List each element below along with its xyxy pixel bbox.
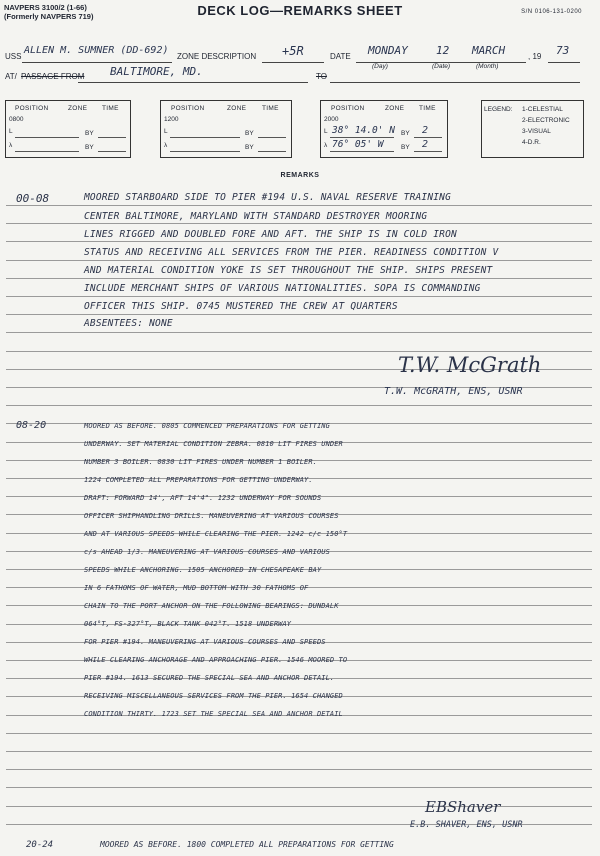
log-line: c/s AHEAD 1/3. MANEUVERING AT VARIOUS COURSES AND VARIOUS [84, 548, 330, 556]
latitude-value[interactable]: 38° 14.0' N [332, 125, 395, 136]
remarks-title: REMARKS [280, 172, 320, 179]
year-prefix: , 19 [528, 52, 542, 61]
date-caption: (Date) [432, 63, 451, 70]
log-line: OFFICER SHIPHANDLING DRILLS. MANEUVERING AT VARIOUS COURSES [84, 512, 339, 520]
log-line: AND MATERIAL CONDITION YOKE IS SET THROUGHOUT THE SHIP. SHIPS PRESENT [84, 265, 493, 276]
stock-number: S/N 0106-131-0200 [521, 9, 582, 15]
date-label: DATE [330, 52, 351, 61]
signer-shaver: E.B. SHAVER, ENS, USNR [410, 820, 523, 830]
log-line: WHILE CLEARING ANCHORAGE AND APPROACHING PIER. 1546 MOORED TO [84, 656, 348, 664]
legend-title: LEGEND: [484, 106, 513, 113]
page-title: DECK LOG—REMARKS SHEET [197, 3, 403, 18]
position-box-2000: POSITION ZONE TIME 2000 L 38° 14.0' N BY 2 λ 76° 05' W BY 2 [320, 100, 448, 158]
ruled-line [6, 787, 592, 788]
by-label: BY [85, 144, 94, 151]
watch-label-00-08: 00-08 [16, 192, 50, 205]
zone-header: ZONE [68, 105, 88, 112]
location-field[interactable]: BALTIMORE, MD. [110, 65, 203, 78]
log-line: MOORED STARBOARD SIDE TO PIER #194 U.S. NAVAL RESERVE TRAINING [84, 192, 452, 203]
zone-header: ZONE [227, 105, 247, 112]
day-caption: (Day) [372, 63, 388, 70]
legend-item: 3-VISUAL [522, 128, 551, 135]
zone-header: ZONE [385, 105, 405, 112]
ruled-line [6, 806, 592, 807]
position-header: POSITION [15, 105, 49, 112]
year-field[interactable]: 73 [556, 44, 570, 57]
ruled-line [6, 332, 592, 333]
ruled-line [6, 278, 592, 279]
zone-description-field[interactable]: +5R [282, 44, 304, 58]
log-line: PIER #194. 1613 SECURED THE SPECIAL SEA AND ANCHOR DETAIL. [84, 674, 335, 682]
log-line: UNDERWAY. SET MATERIAL CONDITION ZEBRA. 0810 LIT FIRES UNDER [84, 440, 343, 448]
time-header: TIME [419, 105, 436, 112]
time-value: 2000 [324, 116, 339, 123]
ruled-line [6, 296, 592, 297]
log-line: OFFICER THIS SHIP. 0745 MUSTERED THE CREW AT QUARTERS [84, 301, 398, 312]
position-header: POSITION [331, 105, 365, 112]
date-field[interactable]: 12 [436, 44, 450, 57]
log-line: NUMBER 3 BOILER. 0830 LIT FIRES UNDER NUMBER 1 BOILER. [84, 458, 317, 466]
watch-label-08-20: 08-20 [16, 420, 47, 431]
ruled-line [6, 351, 592, 352]
log-line: AND AT VARIOUS SPEEDS WHILE CLEARING THE PIER. 1242 c/c 150°T [84, 530, 348, 538]
signature-mcgrath: T.W. McGrath [398, 353, 542, 377]
position-header: POSITION [171, 105, 205, 112]
legend-box [481, 100, 584, 158]
longitude-by-value[interactable]: 2 [422, 139, 429, 150]
passage-from-label: PASSAGE FROM [21, 72, 85, 81]
by-label: BY [85, 130, 94, 137]
log-line: STATUS AND RECEIVING ALL SERVICES FROM THE PIER. READINESS CONDITION V [84, 247, 499, 258]
latitude-by-value[interactable]: 2 [422, 125, 429, 136]
ruled-line [6, 733, 592, 734]
position-box-0800: POSITION ZONE TIME 0800 L BY λ BY [5, 100, 131, 158]
log-line: INCLUDE MERCHANT SHIPS OF VARIOUS NATIONALITIES. SOPA IS COMMANDING [84, 283, 481, 294]
by-label: BY [401, 144, 410, 151]
legend-item: 2-ELECTRONIC [522, 117, 570, 124]
log-line: 1224 COMPLETED ALL PREPARATIONS FOR GETTING UNDERWAY. [84, 476, 313, 484]
ruled-line [6, 314, 592, 315]
log-line: CONDITION THIRTY. 1723 SET THE SPECIAL SEA AND ANCHOR DETAIL [84, 710, 343, 718]
log-line: IN 6 FATHOMS OF WATER, MUD BOTTOM WITH 30 FATHOMS OF [84, 584, 309, 592]
signer-mcgrath: T.W. McGRATH, ENS, USNR [384, 386, 523, 397]
month-field[interactable]: MARCH [472, 44, 506, 57]
zone-description-label: ZONE DESCRIPTION [177, 52, 257, 61]
ruled-line [6, 751, 592, 752]
formerly-text: (Formerly NAVPERS 719) [4, 12, 94, 21]
ruled-line [6, 405, 592, 406]
log-line: RECEIVING MISCELLANEOUS SERVICES FROM THE PIER. 1654 CHANGED [84, 692, 343, 700]
ruled-line [6, 223, 592, 224]
time-header: TIME [262, 105, 279, 112]
log-line: MOORED AS BEFORE. 1800 COMPLETED ALL PREPARATIONS FOR GETTING [100, 840, 394, 849]
log-line: ABSENTEES: NONE [84, 318, 173, 329]
month-caption: (Month) [476, 63, 499, 70]
ruled-line [6, 769, 592, 770]
form-number-text: NAVPERS 3100/2 (1-66) [4, 3, 87, 12]
by-label: BY [245, 130, 254, 137]
position-box-1200: POSITION ZONE TIME 1200 L BY λ BY [160, 100, 292, 158]
day-field[interactable]: MONDAY [368, 44, 408, 57]
ruled-line [6, 241, 592, 242]
legend-item: 4-D.R. [522, 139, 541, 146]
longitude-value[interactable]: 76° 05' W [332, 139, 384, 150]
log-line: LINES RIGGED AND DOUBLED FORE AND AFT. THE SHIP IS IN COLD IRON [84, 229, 457, 240]
log-line: CHAIN TO THE PORT ANCHOR ON THE FOLLOWING BEARINGS: DUNDALK [84, 602, 339, 610]
time-value: 1200 [164, 116, 179, 123]
by-label: BY [401, 130, 410, 137]
legend-item: 1-CELESTIAL [522, 106, 563, 113]
ruled-line [6, 205, 592, 206]
ship-name-field[interactable]: ALLEN M. SUMNER (DD-692) [24, 45, 169, 56]
by-label: BY [245, 144, 254, 151]
log-line: CENTER BALTIMORE, MARYLAND WITH STANDARD DESTROYER MOORING [84, 211, 428, 222]
to-label: TO [316, 72, 327, 81]
at-label: AT/ [5, 72, 17, 81]
signature-shaver: EBShaver [425, 798, 501, 816]
time-value: 0800 [9, 116, 24, 123]
log-line: FOR PIER #194. MANEUVERING AT VARIOUS COURSES AND SPEEDS [84, 638, 326, 646]
ruled-line [6, 260, 592, 261]
log-line: MOORED AS BEFORE. 0805 COMMENCED PREPARATIONS FOR GETTING [84, 422, 330, 430]
log-line: DRAFT: FORWARD 14', AFT 14'4". 1232 UNDERWAY FOR SOUNDS [84, 494, 322, 502]
watch-label-20-24: 20-24 [26, 840, 54, 850]
time-header: TIME [102, 105, 119, 112]
uss-label: USS [5, 52, 22, 61]
log-line: 064°T, FS-327°T, BLACK TANK 042°T. 1518 UNDERWAY [84, 620, 292, 628]
log-line: SPEEDS WHILE ANCHORING. 1505 ANCHORED IN CHESAPEAKE BAY [84, 566, 322, 574]
